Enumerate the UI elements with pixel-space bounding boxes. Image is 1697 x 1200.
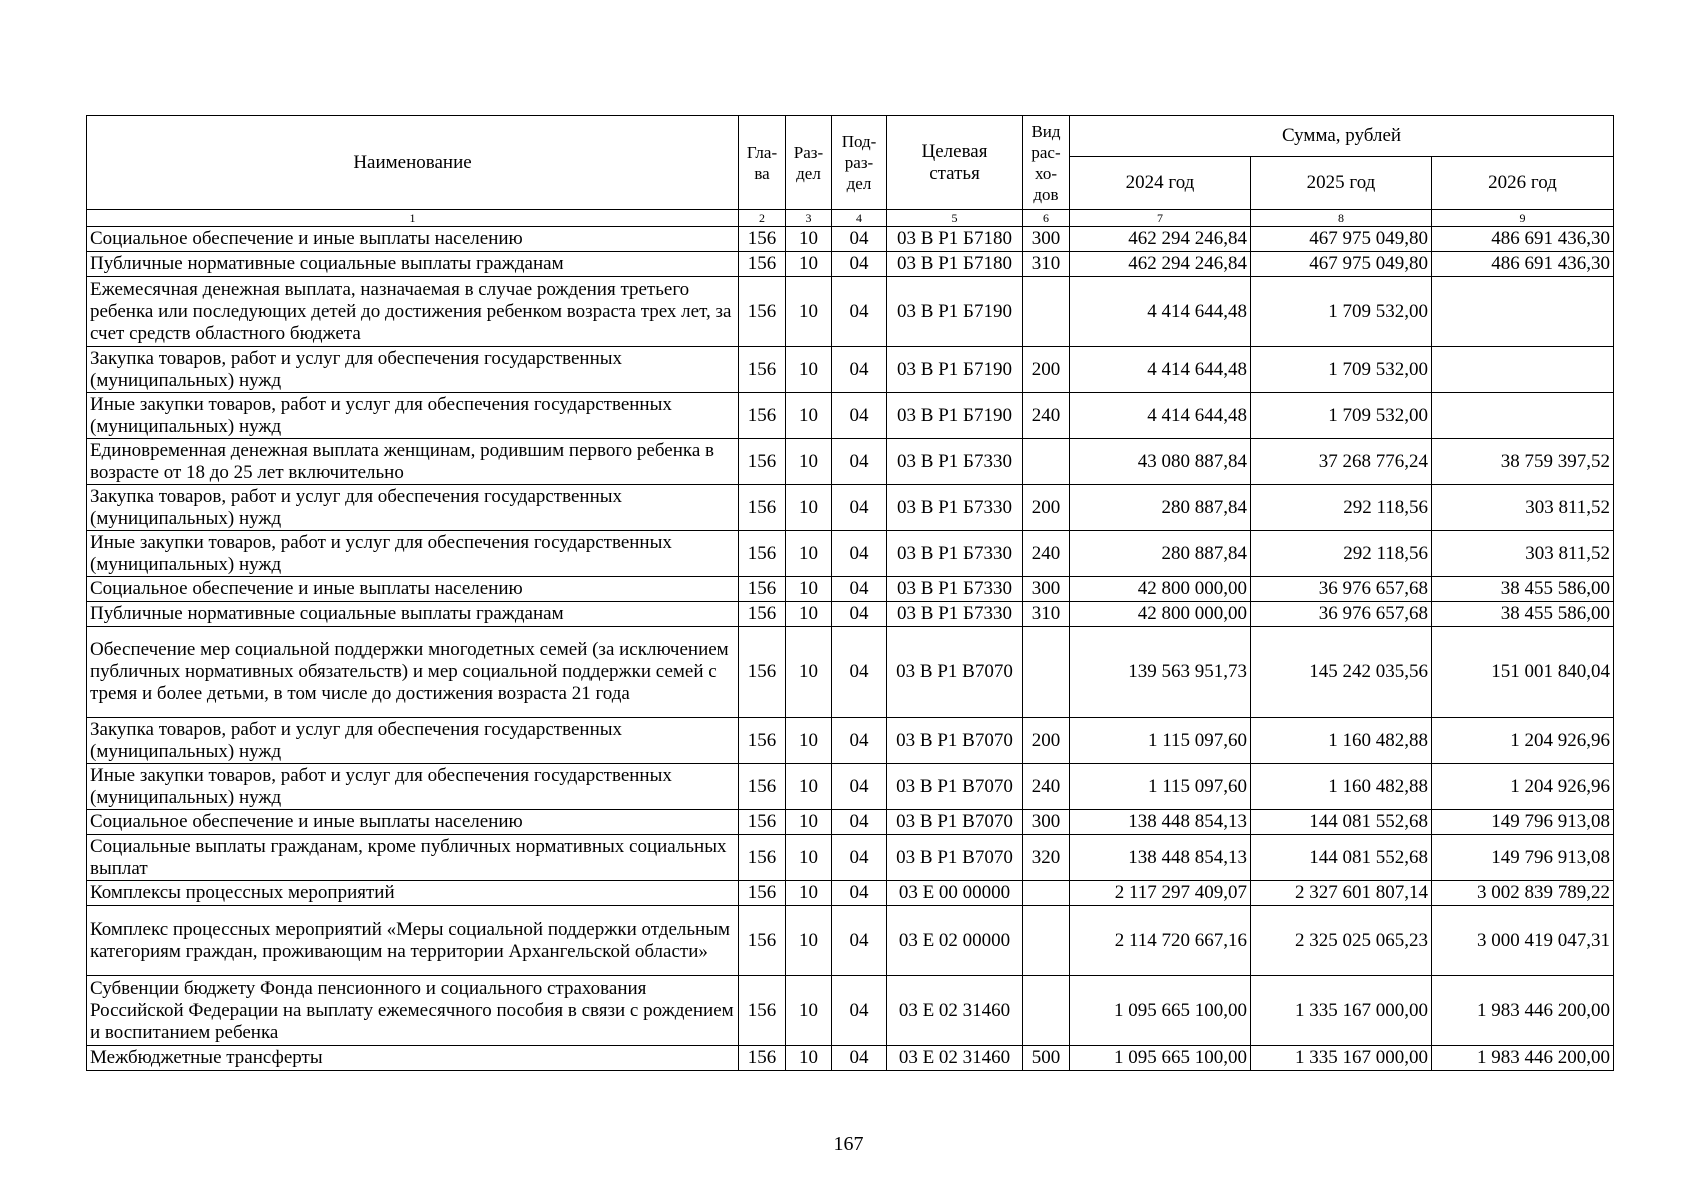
row-sum-2025-cell: 1 709 532,00 <box>1251 393 1432 439</box>
row-sum-2024-cell: 138 448 854,13 <box>1070 835 1251 881</box>
table-row <box>87 252 1614 277</box>
column-number: 6 <box>1023 210 1070 227</box>
row-name-cell: Единовременная денежная выплата женщинам, родившим первого ребенка в возрасте от 18 до 25 лет включительно <box>87 439 739 485</box>
row-name-cell: Субвенции бюджету Фонда пенсионного и социального страхования Российской Федерации на выплату ежемесячного пособия в связи с рождением и воспитанием ребенка <box>87 976 739 1046</box>
table-row <box>87 627 1614 718</box>
row-name-cell: Иные закупки товаров, работ и услуг для обеспечения государственных (муниципальных) нужд <box>87 764 739 810</box>
row-razdel-cell: 10 <box>786 718 832 764</box>
row-sum-2025-cell: 1 160 482,88 <box>1251 718 1432 764</box>
header-year-2026: 2026 год <box>1432 157 1614 210</box>
row-glava-cell: 156 <box>739 718 786 764</box>
row-name-cell: Межбюджетные трансферты <box>87 1046 739 1071</box>
row-sum-2026-cell: 486 691 436,30 <box>1432 227 1614 252</box>
header-podrazdel: Под- раз- дел <box>832 116 887 210</box>
row-name-cell: Иные закупки товаров, работ и услуг для обеспечения государственных (муниципальных) нужд <box>87 393 739 439</box>
row-sum-2025-cell: 37 268 776,24 <box>1251 439 1432 485</box>
row-vid-rashodov-cell <box>1023 439 1070 485</box>
row-razdel-cell: 10 <box>786 906 832 976</box>
row-sum-2025-cell: 144 081 552,68 <box>1251 810 1432 835</box>
row-celevaya-statya-cell: 03 В Р1 В7070 <box>887 835 1023 881</box>
row-podrazdel-cell: 04 <box>832 764 887 810</box>
row-glava-cell: 156 <box>739 976 786 1046</box>
row-vid-rashodov-cell <box>1023 277 1070 347</box>
row-glava-cell: 156 <box>739 393 786 439</box>
header-row-1 <box>87 116 1614 157</box>
row-podrazdel-cell: 04 <box>832 485 887 531</box>
row-sum-2025-cell: 36 976 657,68 <box>1251 602 1432 627</box>
row-vid-rashodov-cell <box>1023 906 1070 976</box>
row-sum-2024-cell: 1 095 665 100,00 <box>1070 976 1251 1046</box>
row-name-cell: Ежемесячная денежная выплата, назначаемая в случае рождения третьего ребенка или последующих детей до достижения ребенком возраста трех лет, за счет средств областного бюджета <box>87 277 739 347</box>
row-vid-rashodov-cell: 240 <box>1023 393 1070 439</box>
row-vid-rashodov-cell <box>1023 976 1070 1046</box>
row-celevaya-statya-cell: 03 В Р1 В7070 <box>887 718 1023 764</box>
table-row <box>87 277 1614 347</box>
row-glava-cell: 156 <box>739 835 786 881</box>
table-row <box>87 347 1614 393</box>
row-name-cell: Социальное обеспечение и иные выплаты населению <box>87 577 739 602</box>
row-razdel-cell: 10 <box>786 764 832 810</box>
row-sum-2024-cell: 280 887,84 <box>1070 485 1251 531</box>
row-podrazdel-cell: 04 <box>832 906 887 976</box>
row-podrazdel-cell: 04 <box>832 718 887 764</box>
row-sum-2026-cell: 38 455 586,00 <box>1432 577 1614 602</box>
row-sum-2024-cell: 4 414 644,48 <box>1070 347 1251 393</box>
row-vid-rashodov-cell <box>1023 881 1070 906</box>
row-vid-rashodov-cell: 310 <box>1023 252 1070 277</box>
row-sum-2025-cell: 467 975 049,80 <box>1251 227 1432 252</box>
column-number: 1 <box>87 210 739 227</box>
table-row <box>87 439 1614 485</box>
row-razdel-cell: 10 <box>786 835 832 881</box>
column-number: 4 <box>832 210 887 227</box>
column-number: 3 <box>786 210 832 227</box>
table-row <box>87 393 1614 439</box>
row-vid-rashodov-cell: 310 <box>1023 602 1070 627</box>
row-glava-cell: 156 <box>739 881 786 906</box>
row-razdel-cell: 10 <box>786 531 832 577</box>
row-razdel-cell: 10 <box>786 347 832 393</box>
row-glava-cell: 156 <box>739 531 786 577</box>
table-row <box>87 906 1614 976</box>
row-celevaya-statya-cell: 03 В Р1 Б7190 <box>887 277 1023 347</box>
row-celevaya-statya-cell: 03 Е 00 00000 <box>887 881 1023 906</box>
row-sum-2025-cell: 1 709 532,00 <box>1251 347 1432 393</box>
row-razdel-cell: 10 <box>786 277 832 347</box>
row-name-cell: Публичные нормативные социальные выплаты гражданам <box>87 602 739 627</box>
table-row <box>87 881 1614 906</box>
row-sum-2024-cell: 1 115 097,60 <box>1070 764 1251 810</box>
row-podrazdel-cell: 04 <box>832 881 887 906</box>
row-sum-2024-cell: 1 095 665 100,00 <box>1070 1046 1251 1071</box>
row-razdel-cell: 10 <box>786 602 832 627</box>
row-sum-2025-cell: 1 335 167 000,00 <box>1251 1046 1432 1071</box>
column-number: 9 <box>1432 210 1614 227</box>
row-podrazdel-cell: 04 <box>832 602 887 627</box>
column-number: 7 <box>1070 210 1251 227</box>
row-celevaya-statya-cell: 03 В Р1 В7070 <box>887 627 1023 718</box>
table-row <box>87 976 1614 1046</box>
row-name-cell: Обеспечение мер социальной поддержки многодетных семей (за исключением публичных нормативных обязательств) и мер социальной поддержки семей с тремя и более детьми, в том числе до достижения возраста 21 года <box>87 627 739 718</box>
row-sum-2024-cell: 4 414 644,48 <box>1070 277 1251 347</box>
column-number: 5 <box>887 210 1023 227</box>
row-glava-cell: 156 <box>739 577 786 602</box>
row-podrazdel-cell: 04 <box>832 347 887 393</box>
row-celevaya-statya-cell: 03 В Р1 Б7330 <box>887 602 1023 627</box>
row-vid-rashodov-cell: 200 <box>1023 485 1070 531</box>
row-sum-2025-cell: 1 709 532,00 <box>1251 277 1432 347</box>
row-vid-rashodov-cell: 300 <box>1023 577 1070 602</box>
row-podrazdel-cell: 04 <box>832 252 887 277</box>
row-podrazdel-cell: 04 <box>832 810 887 835</box>
row-sum-2026-cell: 303 811,52 <box>1432 531 1614 577</box>
row-celevaya-statya-cell: 03 В Р1 Б7190 <box>887 347 1023 393</box>
header-razdel: Раз- дел <box>786 116 832 210</box>
row-vid-rashodov-cell: 300 <box>1023 227 1070 252</box>
row-sum-2024-cell: 139 563 951,73 <box>1070 627 1251 718</box>
column-number-row <box>87 210 1614 227</box>
row-vid-rashodov-cell: 500 <box>1023 1046 1070 1071</box>
row-sum-2025-cell: 292 118,56 <box>1251 485 1432 531</box>
row-razdel-cell: 10 <box>786 1046 832 1071</box>
row-name-cell: Закупка товаров, работ и услуг для обеспечения государственных (муниципальных) нужд <box>87 347 739 393</box>
row-celevaya-statya-cell: 03 В Р1 Б7180 <box>887 227 1023 252</box>
header-glava: Гла- ва <box>739 116 786 210</box>
row-sum-2026-cell: 303 811,52 <box>1432 485 1614 531</box>
row-vid-rashodov-cell: 240 <box>1023 531 1070 577</box>
row-celevaya-statya-cell: 03 Е 02 00000 <box>887 906 1023 976</box>
row-vid-rashodov-cell: 200 <box>1023 718 1070 764</box>
row-vid-rashodov-cell: 320 <box>1023 835 1070 881</box>
row-sum-2026-cell: 1 204 926,96 <box>1432 764 1614 810</box>
row-sum-2026-cell: 151 001 840,04 <box>1432 627 1614 718</box>
table-row <box>87 764 1614 810</box>
row-sum-2025-cell: 1 335 167 000,00 <box>1251 976 1432 1046</box>
table-row <box>87 1046 1614 1071</box>
row-sum-2024-cell: 1 115 097,60 <box>1070 718 1251 764</box>
table-row <box>87 577 1614 602</box>
header-year-2025: 2025 год <box>1251 157 1432 210</box>
column-number: 8 <box>1251 210 1432 227</box>
row-sum-2026-cell: 38 455 586,00 <box>1432 602 1614 627</box>
row-glava-cell: 156 <box>739 227 786 252</box>
row-sum-2026-cell: 1 204 926,96 <box>1432 718 1614 764</box>
row-razdel-cell: 10 <box>786 810 832 835</box>
row-podrazdel-cell: 04 <box>832 531 887 577</box>
table-row <box>87 810 1614 835</box>
row-sum-2025-cell: 145 242 035,56 <box>1251 627 1432 718</box>
row-sum-2026-cell <box>1432 393 1614 439</box>
table-row <box>87 531 1614 577</box>
budget-table-body <box>87 227 1614 1071</box>
row-celevaya-statya-cell: 03 Е 02 31460 <box>887 1046 1023 1071</box>
header-year-2024: 2024 год <box>1070 157 1251 210</box>
row-razdel-cell: 10 <box>786 227 832 252</box>
row-celevaya-statya-cell: 03 В Р1 Б7180 <box>887 252 1023 277</box>
row-sum-2026-cell: 1 983 446 200,00 <box>1432 1046 1614 1071</box>
header-vid-rashodov: Вид рас- хо- дов <box>1023 116 1070 210</box>
row-razdel-cell: 10 <box>786 439 832 485</box>
row-sum-2025-cell: 467 975 049,80 <box>1251 252 1432 277</box>
row-name-cell: Иные закупки товаров, работ и услуг для обеспечения государственных (муниципальных) нужд <box>87 531 739 577</box>
row-sum-2024-cell: 43 080 887,84 <box>1070 439 1251 485</box>
row-sum-2024-cell: 42 800 000,00 <box>1070 602 1251 627</box>
row-razdel-cell: 10 <box>786 976 832 1046</box>
row-sum-2026-cell <box>1432 277 1614 347</box>
row-sum-2026-cell: 149 796 913,08 <box>1432 810 1614 835</box>
row-name-cell: Публичные нормативные социальные выплаты гражданам <box>87 252 739 277</box>
row-celevaya-statya-cell: 03 В Р1 Б7330 <box>887 485 1023 531</box>
row-sum-2024-cell: 42 800 000,00 <box>1070 577 1251 602</box>
row-sum-2024-cell: 2 114 720 667,16 <box>1070 906 1251 976</box>
row-name-cell: Комплексы процессных мероприятий <box>87 881 739 906</box>
row-name-cell: Закупка товаров, работ и услуг для обеспечения государственных (муниципальных) нужд <box>87 485 739 531</box>
row-podrazdel-cell: 04 <box>832 976 887 1046</box>
row-name-cell: Комплекс процессных мероприятий «Меры социальной поддержки отдельным категориям граждан, проживающим на территории Архангельской области» <box>87 906 739 976</box>
row-glava-cell: 156 <box>739 906 786 976</box>
row-glava-cell: 156 <box>739 627 786 718</box>
row-glava-cell: 156 <box>739 764 786 810</box>
row-razdel-cell: 10 <box>786 577 832 602</box>
row-glava-cell: 156 <box>739 252 786 277</box>
row-vid-rashodov-cell: 240 <box>1023 764 1070 810</box>
row-sum-2026-cell: 3 000 419 047,31 <box>1432 906 1614 976</box>
row-sum-2026-cell: 38 759 397,52 <box>1432 439 1614 485</box>
column-number: 2 <box>739 210 786 227</box>
row-name-cell: Социальное обеспечение и иные выплаты населению <box>87 227 739 252</box>
page-number: 167 <box>833 1133 864 1155</box>
row-celevaya-statya-cell: 03 В Р1 Б7190 <box>887 393 1023 439</box>
row-glava-cell: 156 <box>739 347 786 393</box>
row-razdel-cell: 10 <box>786 252 832 277</box>
row-glava-cell: 156 <box>739 439 786 485</box>
row-sum-2026-cell: 3 002 839 789,22 <box>1432 881 1614 906</box>
row-name-cell: Социальные выплаты гражданам, кроме публичных нормативных социальных выплат <box>87 835 739 881</box>
table-row <box>87 485 1614 531</box>
row-razdel-cell: 10 <box>786 485 832 531</box>
row-glava-cell: 156 <box>739 485 786 531</box>
row-vid-rashodov-cell: 200 <box>1023 347 1070 393</box>
table-row <box>87 835 1614 881</box>
row-sum-2026-cell: 1 983 446 200,00 <box>1432 976 1614 1046</box>
row-celevaya-statya-cell: 03 Е 02 31460 <box>887 976 1023 1046</box>
table-row <box>87 602 1614 627</box>
row-sum-2024-cell: 138 448 854,13 <box>1070 810 1251 835</box>
row-celevaya-statya-cell: 03 В Р1 Б7330 <box>887 439 1023 485</box>
row-sum-2024-cell: 280 887,84 <box>1070 531 1251 577</box>
row-podrazdel-cell: 04 <box>832 227 887 252</box>
row-vid-rashodov-cell <box>1023 627 1070 718</box>
table-row <box>87 718 1614 764</box>
budget-table-container <box>86 115 1613 1071</box>
row-glava-cell: 156 <box>739 1046 786 1071</box>
row-sum-2025-cell: 1 160 482,88 <box>1251 764 1432 810</box>
row-podrazdel-cell: 04 <box>832 1046 887 1071</box>
row-podrazdel-cell: 04 <box>832 577 887 602</box>
table-row <box>87 227 1614 252</box>
row-sum-2026-cell: 149 796 913,08 <box>1432 835 1614 881</box>
header-summa: Сумма, рублей <box>1070 116 1614 157</box>
row-sum-2025-cell: 144 081 552,68 <box>1251 835 1432 881</box>
row-sum-2024-cell: 4 414 644,48 <box>1070 393 1251 439</box>
row-sum-2026-cell <box>1432 347 1614 393</box>
row-podrazdel-cell: 04 <box>832 277 887 347</box>
header-name: Наименование <box>87 116 739 210</box>
header-celevaya-statya: Целевая статья <box>887 116 1023 210</box>
row-sum-2025-cell: 2 325 025 065,23 <box>1251 906 1432 976</box>
row-razdel-cell: 10 <box>786 881 832 906</box>
row-podrazdel-cell: 04 <box>832 835 887 881</box>
row-sum-2026-cell: 486 691 436,30 <box>1432 252 1614 277</box>
row-podrazdel-cell: 04 <box>832 439 887 485</box>
row-celevaya-statya-cell: 03 В Р1 В7070 <box>887 810 1023 835</box>
row-sum-2025-cell: 36 976 657,68 <box>1251 577 1432 602</box>
row-sum-2024-cell: 462 294 246,84 <box>1070 227 1251 252</box>
row-name-cell: Закупка товаров, работ и услуг для обеспечения государственных (муниципальных) нужд <box>87 718 739 764</box>
row-celevaya-statya-cell: 03 В Р1 Б7330 <box>887 577 1023 602</box>
row-sum-2025-cell: 2 327 601 807,14 <box>1251 881 1432 906</box>
row-razdel-cell: 10 <box>786 393 832 439</box>
row-name-cell: Социальное обеспечение и иные выплаты населению <box>87 810 739 835</box>
row-glava-cell: 156 <box>739 277 786 347</box>
row-celevaya-statya-cell: 03 В Р1 В7070 <box>887 764 1023 810</box>
row-sum-2025-cell: 292 118,56 <box>1251 531 1432 577</box>
row-podrazdel-cell: 04 <box>832 627 887 718</box>
row-sum-2024-cell: 462 294 246,84 <box>1070 252 1251 277</box>
row-vid-rashodov-cell: 300 <box>1023 810 1070 835</box>
row-glava-cell: 156 <box>739 602 786 627</box>
row-podrazdel-cell: 04 <box>832 393 887 439</box>
budget-table <box>86 115 1614 1071</box>
row-celevaya-statya-cell: 03 В Р1 Б7330 <box>887 531 1023 577</box>
row-glava-cell: 156 <box>739 810 786 835</box>
row-sum-2024-cell: 2 117 297 409,07 <box>1070 881 1251 906</box>
row-razdel-cell: 10 <box>786 627 832 718</box>
